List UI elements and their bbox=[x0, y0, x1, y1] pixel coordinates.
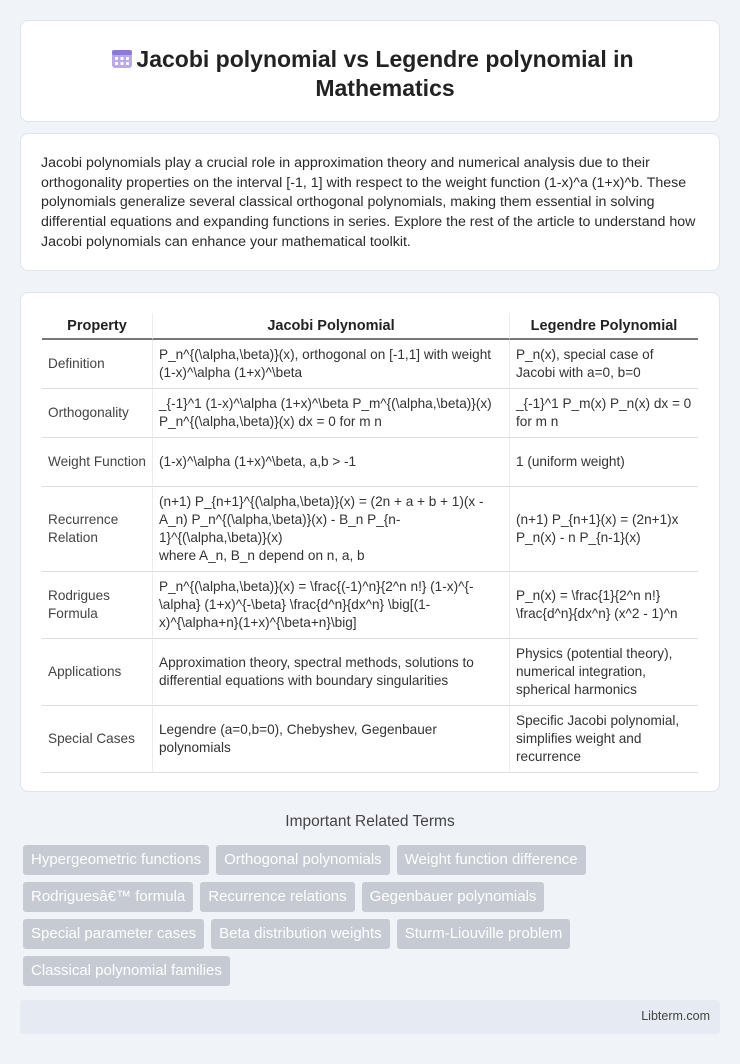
related-terms-title: Important Related Terms bbox=[285, 813, 455, 830]
table-row bbox=[42, 340, 698, 389]
property-cell: Orthogonality bbox=[42, 389, 152, 438]
table-row bbox=[42, 487, 698, 572]
related-term-tag[interactable]: Special parameter cases bbox=[23, 919, 204, 949]
related-term-tag[interactable]: Classical polynomial families bbox=[23, 956, 230, 986]
jacobi-cell: P_n^{(\alpha,\beta)}(x), orthogonal on [-1,1] with weight (1-x)^\alpha (1+x)^\beta bbox=[152, 340, 509, 389]
legendre-cell: P_n(x) = \frac{1}{2^n n!} \frac{d^n}{dx^n} (x^2 - 1)^n bbox=[509, 572, 698, 639]
related-term-tag[interactable]: Rodriguesâ€™ formula bbox=[23, 882, 193, 912]
property-cell: Rodrigues Formula bbox=[42, 572, 152, 639]
table-row bbox=[42, 639, 698, 706]
jacobi-cell: (n+1) P_{n+1}^{(\alpha,\beta)}(x) = (2n + a + b + 1)(x - A_n) P_n^{(\alpha,\beta)}(x) - B_n P_{n-1}^{(\alpha,\beta)}(x) where A_n, B_n depend on n, a, b bbox=[152, 487, 509, 572]
table-row bbox=[42, 572, 698, 639]
property-cell: Definition bbox=[42, 340, 152, 389]
related-terms-row bbox=[23, 845, 723, 875]
jacobi-cell: Legendre (a=0,b=0), Chebyshev, Gegenbauer polynomials bbox=[152, 706, 509, 773]
legendre-cell: Specific Jacobi polynomial, simplifies weight and recurrence bbox=[509, 706, 698, 773]
table-header-cell: Jacobi Polynomial bbox=[152, 313, 509, 340]
table-row bbox=[42, 706, 698, 773]
property-cell: Weight Function bbox=[42, 438, 152, 487]
property-cell: Special Cases bbox=[42, 706, 152, 773]
related-term-tag[interactable]: Orthogonal polynomials bbox=[216, 845, 390, 875]
legendre-cell: Physics (potential theory), numerical integration, spherical harmonics bbox=[509, 639, 698, 706]
intro-card bbox=[20, 133, 720, 271]
related-terms-list bbox=[23, 845, 723, 993]
property-cell: Recurrence Relation bbox=[42, 487, 152, 572]
footer-site[interactable]: Libterm.com bbox=[641, 1009, 710, 1023]
related-terms-row bbox=[23, 956, 723, 986]
table-row bbox=[42, 438, 698, 487]
legendre-cell: 1 (uniform weight) bbox=[509, 438, 698, 487]
intro-paragraph: Jacobi polynomials play a crucial role in approximation theory and numerical analysis due to their orthogonality properties on the interval [-1, 1] with respect to the weight function (1-x)^a (1+x)^b. These polynomials generalize several classical orthogonal polynomials, making them essential in solving differential equations and expanding functions in series. Explore the rest of the article to understand how Jacobi polynomials can enhance your mathematical toolkit. bbox=[41, 155, 696, 250]
comparison-card bbox=[20, 292, 720, 792]
related-terms-row bbox=[23, 919, 723, 949]
comparison-table bbox=[42, 313, 698, 773]
legendre-cell: _{-1}^1 P_m(x) P_n(x) dx = 0 for m n bbox=[509, 389, 698, 438]
related-term-tag[interactable]: Sturm-Liouville problem bbox=[397, 919, 571, 949]
table-header-cell: Legendre Polynomial bbox=[509, 313, 698, 340]
legendre-cell: (n+1) P_{n+1}(x) = (2n+1)x P_n(x) - n P_{n-1}(x) bbox=[509, 487, 698, 572]
table-body bbox=[42, 340, 698, 773]
jacobi-cell: Approximation theory, spectral methods, solutions to differential equations with boundary singularities bbox=[152, 639, 509, 706]
jacobi-cell: _{-1}^1 (1-x)^\alpha (1+x)^\beta P_m^{(\alpha,\beta)}(x) P_n^{(\alpha,\beta)}(x) dx = 0 for m n bbox=[152, 389, 509, 438]
related-term-tag[interactable]: Gegenbauer polynomials bbox=[362, 882, 545, 912]
related-term-tag[interactable]: Beta distribution weights bbox=[211, 919, 390, 949]
property-cell: Applications bbox=[42, 639, 152, 706]
jacobi-cell: (1-x)^\alpha (1+x)^\beta, a,b > -1 bbox=[152, 438, 509, 487]
footer bbox=[20, 1000, 720, 1034]
jacobi-cell: P_n^{(\alpha,\beta)}(x) = \frac{(-1)^n}{2^n n!} (1-x)^{-\alpha} (1+x)^{-\beta} \frac{d^n}{dx^n} \big[(1-x)^{\alpha+n}(1+x)^{\beta+n}\big] bbox=[152, 572, 509, 639]
page-title: Jacobi polynomial vs Legendre polynomial in Mathematics bbox=[136, 46, 634, 101]
table-header-row bbox=[42, 313, 698, 340]
related-term-tag[interactable]: Recurrence relations bbox=[200, 882, 354, 912]
related-term-tag[interactable]: Weight function difference bbox=[397, 845, 586, 875]
related-terms-row bbox=[23, 882, 723, 912]
table-row bbox=[42, 389, 698, 438]
legendre-cell: P_n(x), special case of Jacobi with a=0, b=0 bbox=[509, 340, 698, 389]
table-header-cell: Property bbox=[42, 313, 152, 340]
related-term-tag[interactable]: Hypergeometric functions bbox=[23, 845, 209, 875]
title-card bbox=[20, 20, 720, 122]
